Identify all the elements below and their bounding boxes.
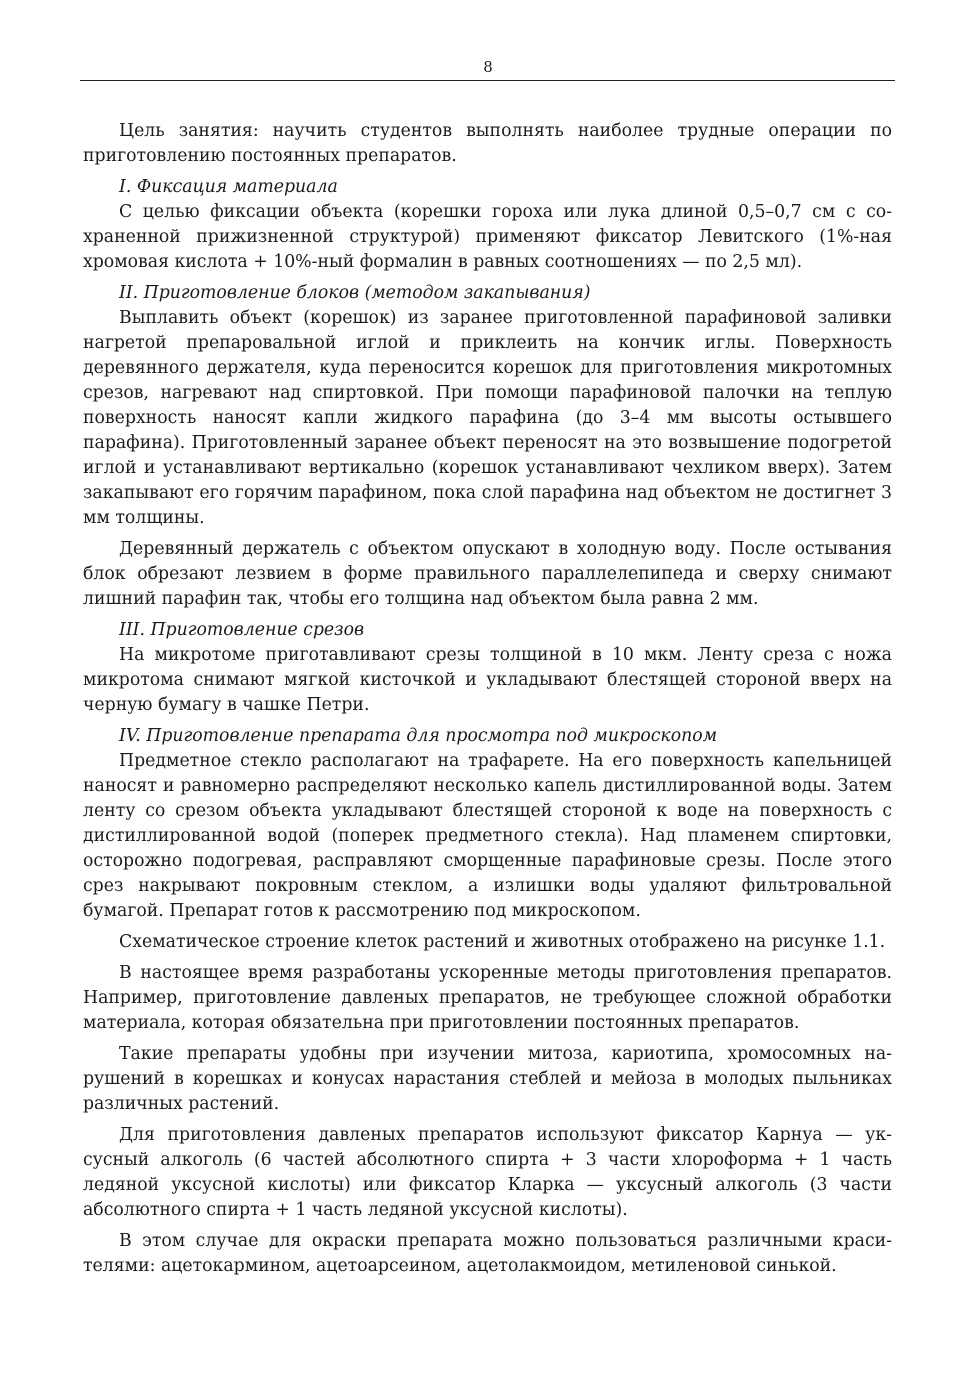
section-4-heading: IV. Приготовление препарата для просмотра под микроскопом — [119, 726, 718, 746]
section-4-paragraph-2: Схематическое строение клеток растений и животных отображено на рисунке 1.1. — [119, 932, 886, 952]
section-1-heading: I. Фиксация материала — [119, 177, 338, 197]
section-4-paragraph-6: В этом случае для окраски препарата можно пользоваться различными красителями: ацетокармином, ацетоарсеином, ацетолакмоидом, метиленовой синькой. — [83, 1231, 892, 1276]
section-4-paragraph-1: Предметное стекло располагают на трафарете. На его поверхность капельницей наносят и равномерно распределяют несколько капель дистиллированной воды. Затем ленту со срезом объекта укладывают блестящей стороной к воде на поверхность с дистиллированной водой (поперек предметного стекла). Над пламенем спиртовки, осторожно подогревая, расправляют сморщенные парафиновые срезы. После этого срез накрывают покровным стеклом, а излишки воды удаляют фильтровальной бумагой. Препарат готов к рассмотрению под микроскопом. — [83, 751, 892, 921]
page-content — [83, 119, 892, 1285]
section-2-heading: II. Приготовление блоков (методом закапывания) — [119, 283, 591, 303]
section-1-paragraph-1: С целью фиксации объекта (корешки гороха или лука длиной 0,5–0,7 см с сохраненной прижизненной структурой) применяют фиксатор Левитского (1%-ная хромовая кислота + 10%-ный формалин в равных соотношениях — по 2,5 мл). — [83, 202, 892, 272]
section-2-paragraph-1: Выплавить объект (корешок) из заранее приготовленной парафиновой заливки нагретой препаровальной иглой и приклеить на кончик иглы. Поверхность деревянного держателя, куда переносится корешок для приготовления микротомных срезов, нагревают над спиртовкой. При помощи парафиновой палочки на теплую поверхность наносят капли жидкого парафина (до 3–4 мм высоты остывшего парафина). Приготовленный заранее объект переносят на это возвышение подогретой иглой и устанавливают вертикально (корешок устанавливают чехликом вверх). Затем закапывают его горячим парафином, пока слой парафина над объектом не достигнет 3 мм толщины. — [83, 308, 892, 528]
section-4-paragraph-3: В настоящее время разработаны ускоренные методы приготовления препаратов. Например, приготовление давленых препаратов, не требующее сложной обработки материала, которая обязательна при приготовлении постоянных препаратов. — [83, 963, 892, 1033]
section-3-paragraph-1: На микротоме приготавливают срезы толщиной в 10 мкм. Ленту среза с ножа микротома снимают мягкой кисточкой и укладывают блестящей стороной вверх на черную бумагу в чашке Петри. — [83, 645, 892, 715]
section-2-paragraph-2: Деревянный держатель с объектом опускают в холодную воду. После остывания блок обрезают лезвием в форме правильного параллелепипеда и сверху снимают лишний парафин так, чтобы его толщина над объектом была равна 2 мм. — [83, 539, 892, 609]
section-4-paragraph-4: Такие препараты удобны при изучении митоза, кариотипа, хромосомных нарушений в корешках и конусах нарастания стеблей и мейоза в молодых пыльниках различных растений. — [83, 1044, 892, 1114]
goal-paragraph: Цель занятия: научить студентов выполнять наиболее трудные операции по приготовлению постоянных препаратов. — [83, 121, 892, 166]
page-number: 8 — [483, 58, 493, 76]
section-4-paragraph-5: Для приготовления давленых препаратов используют фиксатор Карнуа — уксусный алкоголь (6 частей абсолютного спирта + 3 части хлороформа + 1 часть ледяной уксусной кислоты) или фиксатор Кларка — уксусный алкоголь (3 части абсолютного спирта + 1 часть ледяной уксусной кислоты). — [83, 1125, 892, 1220]
header-rule — [80, 80, 895, 81]
section-3-heading: III. Приготовление срезов — [119, 620, 365, 640]
